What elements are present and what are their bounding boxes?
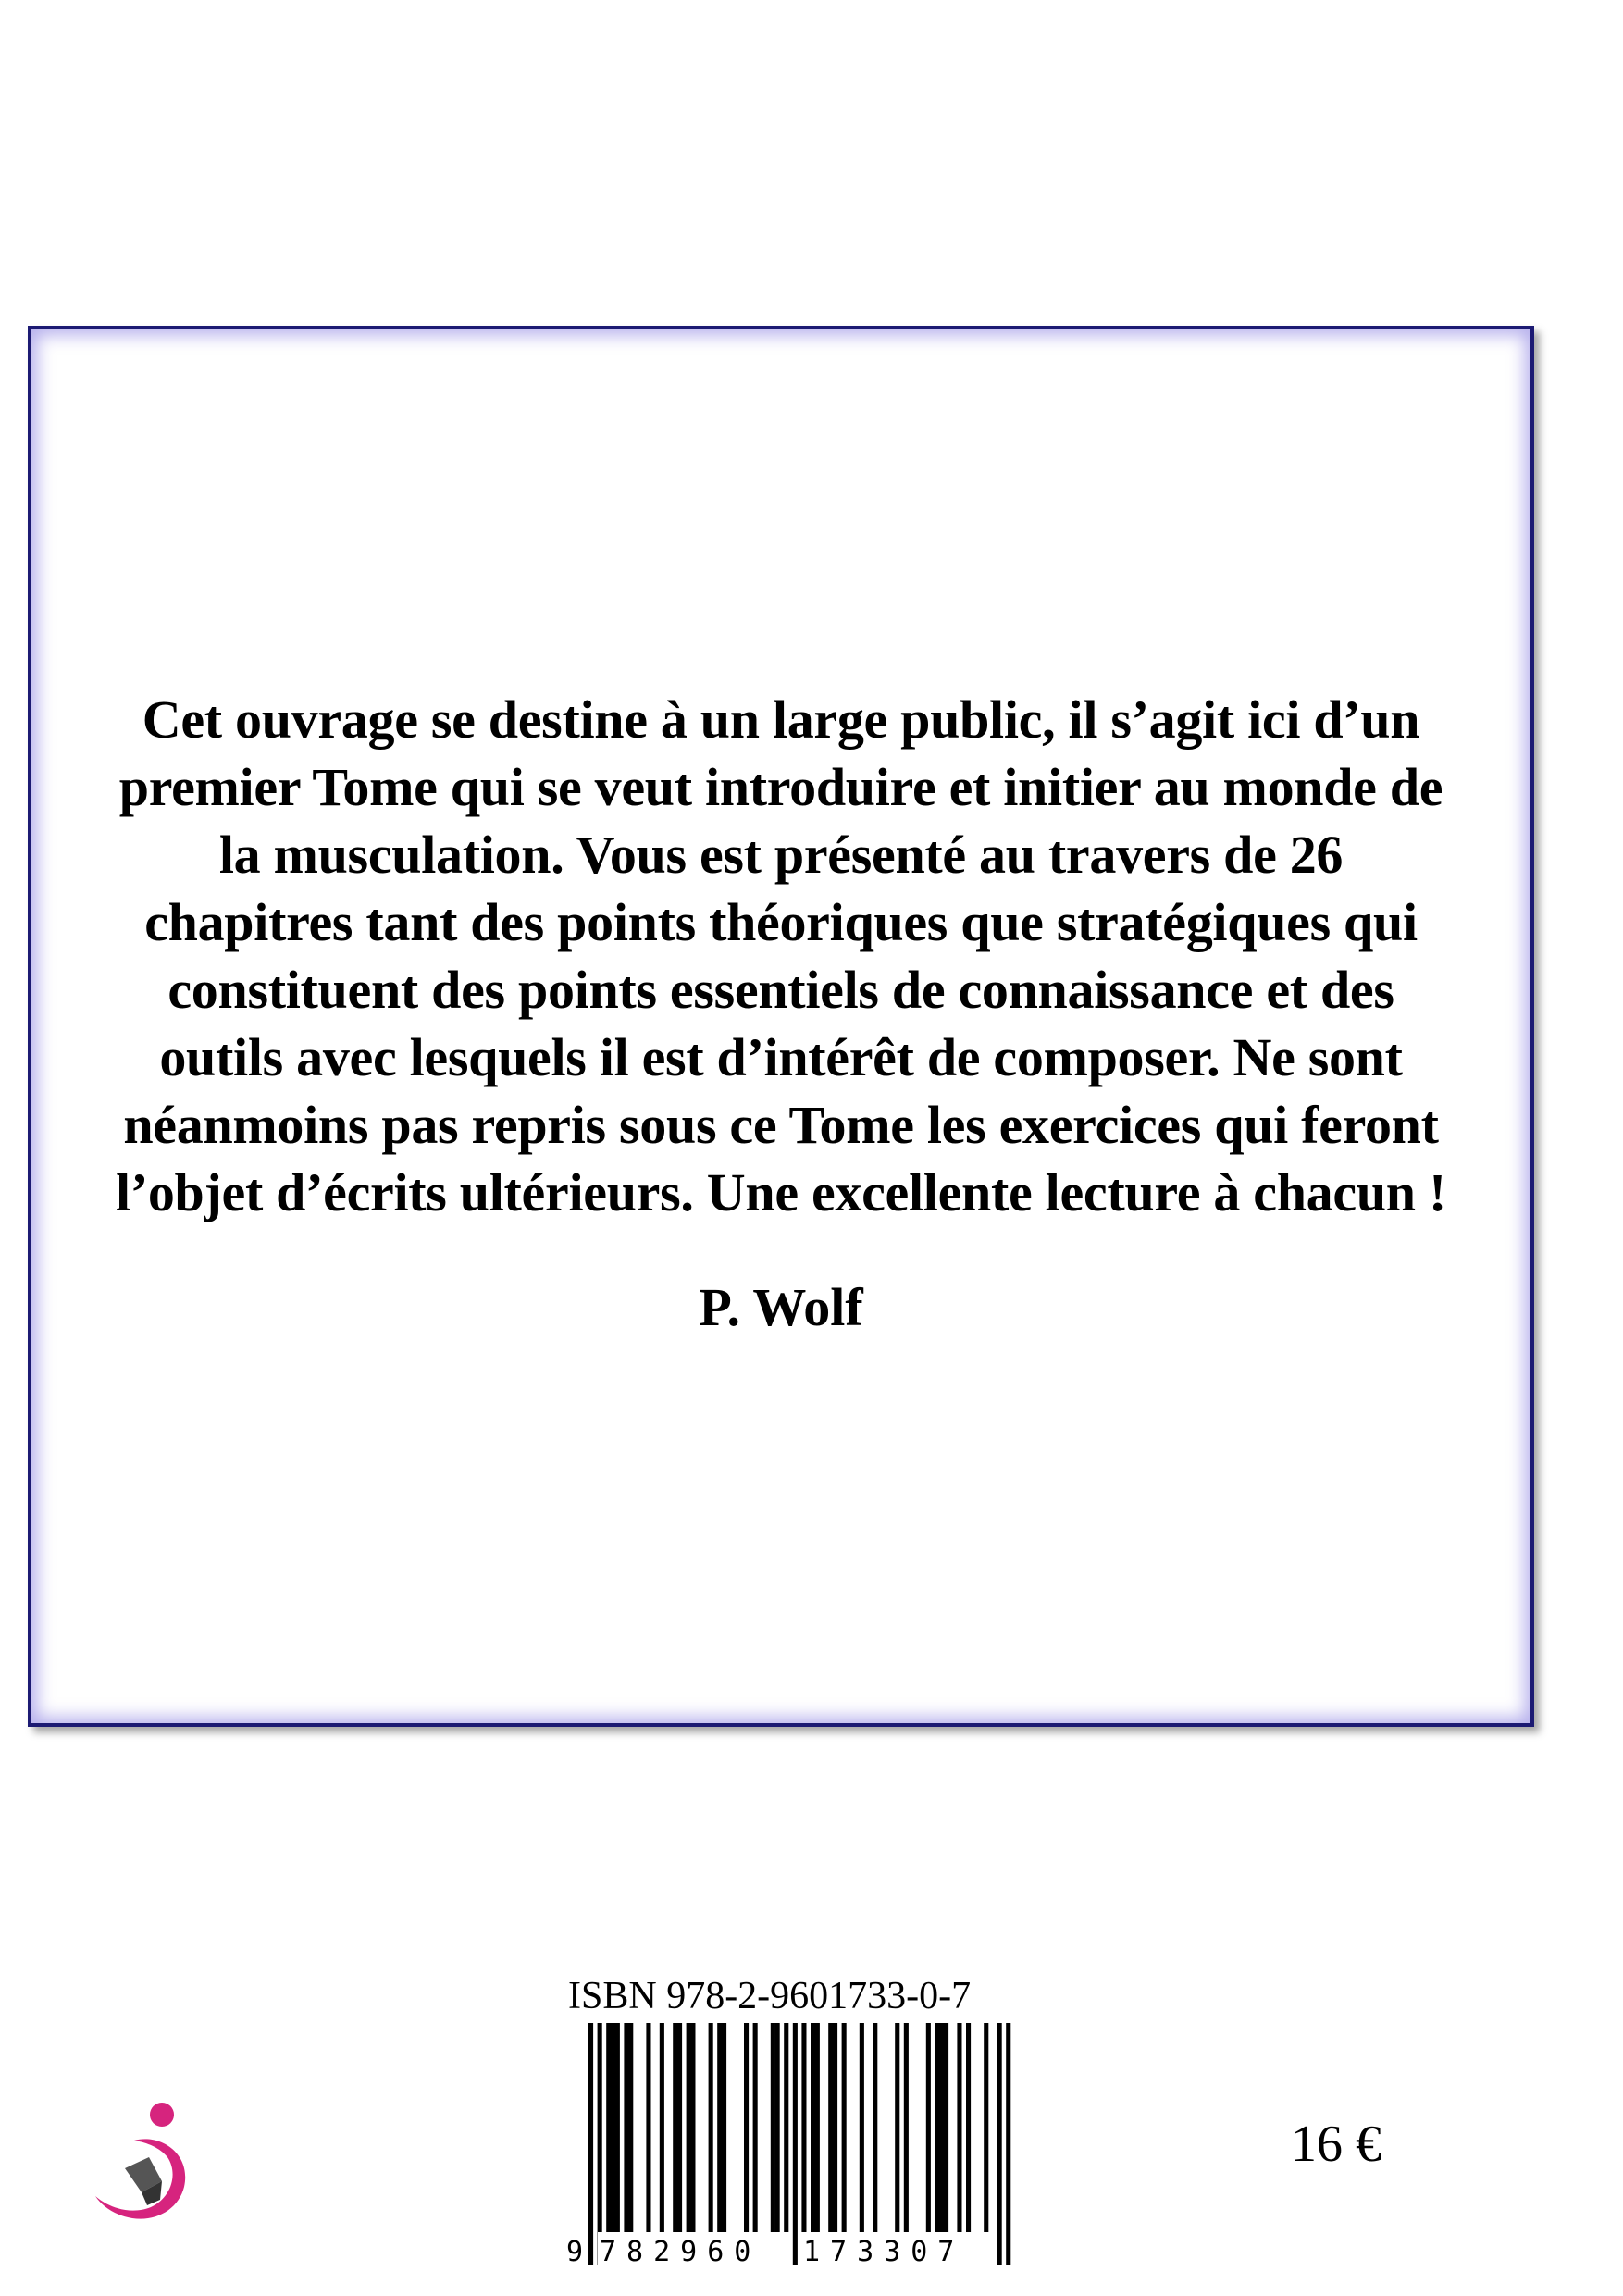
barcode-bar [687, 2023, 691, 2232]
barcode-bar [615, 2023, 620, 2232]
blurb-line: la musculation. Vous est présenté au travers de 26 [218, 825, 1344, 885]
barcode-bar [673, 2023, 677, 2232]
barcode-bar [677, 2023, 682, 2232]
barcode-bar [895, 2023, 899, 2232]
barcode-bar [939, 2023, 944, 2232]
barcode-bar [842, 2023, 847, 2232]
barcode-bar [588, 2023, 593, 2265]
barcode-bar [753, 2023, 758, 2232]
barcode-bar [944, 2023, 948, 2232]
barcode-bar [775, 2023, 780, 2232]
barcode-bar [926, 2023, 931, 2232]
barcode-bar [717, 2023, 722, 2232]
barcode-bar [784, 2023, 788, 2232]
barcode-bar [957, 2023, 961, 2232]
price-label: 16 € [1291, 2116, 1381, 2173]
barcode-bar [722, 2023, 726, 2232]
barcode [568, 2023, 1012, 2273]
barcode-digit-first: 9 [564, 2232, 585, 2273]
barcode-bar [628, 2023, 633, 2232]
blurb-line: premier Tome qui se veut introduire et initier au monde de [118, 757, 1443, 817]
blurb-line: néanmoins pas repris sous ce Tome les exercices qui feront [123, 1095, 1439, 1155]
barcode-bar [624, 2023, 628, 2232]
barcode-digits-right: 173307 [801, 2232, 966, 2273]
barcode-bar [811, 2023, 815, 2232]
blurb-line: chapitres tant des points théoriques que stratégiques qui [144, 892, 1418, 952]
barcode-bar [815, 2023, 820, 2232]
publisher-logo-icon [88, 2096, 208, 2230]
barcode-bar [690, 2023, 695, 2232]
barcode-bar [793, 2023, 798, 2265]
barcode-bar [966, 2023, 971, 2232]
blurb-frame [28, 326, 1534, 1727]
barcode-bar [771, 2023, 775, 2232]
author-name: P. Wolf [699, 1277, 863, 1337]
barcode-bar [709, 2023, 713, 2232]
blurb-text [31, 686, 1530, 1226]
blurb-line: Cet ouvrage se destine à un large public, il s’agit ici d’un [142, 689, 1420, 750]
barcode-bar [660, 2023, 664, 2232]
barcode-bar [744, 2023, 749, 2232]
barcode-bar [904, 2023, 909, 2232]
barcode-digits-left: 782960 [598, 2232, 762, 2273]
barcode-bar [860, 2023, 864, 2232]
blurb-line: outils avec lesquels il est d’intérêt de composer. Ne sont [159, 1027, 1403, 1087]
barcode-bar [598, 2023, 602, 2265]
barcode-bar [873, 2023, 877, 2232]
barcode-bar [997, 2023, 1002, 2265]
barcode-bar [984, 2023, 988, 2232]
blurb-line: constituent des points essentiels de connaissance et des [167, 960, 1394, 1020]
barcode-bar [1006, 2023, 1010, 2265]
barcode-bar [935, 2023, 939, 2232]
barcode-bar [801, 2023, 806, 2265]
barcode-bar [646, 2023, 650, 2232]
barcode-bar [828, 2023, 833, 2232]
isbn-label: ISBN 978-2-9601733-0-7 [568, 1975, 972, 2017]
barcode-bar [833, 2023, 837, 2232]
barcode-bar [611, 2023, 615, 2232]
barcode-bar [606, 2023, 611, 2232]
blurb-line: l’objet d’écrits ultérieurs. Une excellente lecture à chacun ! [116, 1162, 1446, 1222]
barcode-digits [568, 2232, 1012, 2273]
